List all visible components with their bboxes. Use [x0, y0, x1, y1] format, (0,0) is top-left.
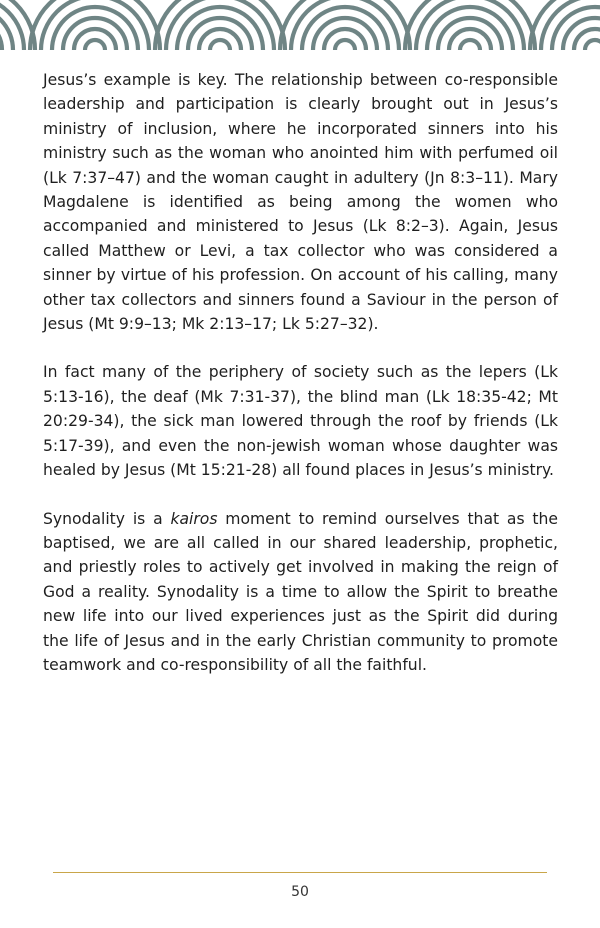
arc-pattern-graphic	[0, 0, 600, 50]
page-body	[43, 68, 558, 701]
synodality-text-end: moment to remind ourselves that as the baptised, we are all called in our shared leadership, prophetic, and priestly roles to actively get involved in making the reign of God a reality. Synodality is a time to allow the Spirit to breathe new life into our lived experiences just as the Spirit did during the life of Jesus and in the early Christian community to promote teamwork and co-responsibility of all the faithful.	[43, 509, 558, 674]
arc-ring	[210, 40, 230, 50]
paragraph-jesus-example: Jesus’s example is key. The relationship between co-responsible leadership and participation is clearly brought out in Jesus’s ministry of inclusion, where he incorporated sinners into his ministry such as the woman who anointed him with perfumed oil (Lk 7:37–47) and the woman caught in adultery (Jn 8:3–11). Mary Magdalene is identified as being among the women who accompanied and ministered to Jesus (Lk 8:2–3). Again, Jesus called Matthew or Levi, a tax collector who was considered a sinner by virtue of his profession. On account of his calling, many other tax collectors and sinners found a Saviour in the person of Jesus (Mt 9:9–13; Mk 2:13–17; Lk 5:27–32).	[43, 71, 558, 334]
arc-ring	[460, 40, 480, 50]
arc-ring	[585, 40, 600, 50]
arc-ring	[85, 40, 105, 50]
arc-ring	[335, 40, 355, 50]
kairos-emphasis: kairos	[170, 509, 218, 528]
footer-divider	[53, 872, 547, 873]
paragraph-periphery: In fact many of the periphery of society such as the lepers (Lk 5:13-16), the deaf (Mk 7:31-37), the blind man (Lk 18:35-42; Mt 20:29-34), the sick man lowered through the roof by friends (Lk 5:17-39), and even the non-jewish woman whose daughter was healed by Jesus (Mt 15:21-28) all found places in Jesus’s ministry.	[43, 363, 558, 480]
header-decoration	[0, 0, 600, 50]
paragraph-synodality	[43, 507, 558, 678]
synodality-text-start: Synodality is a	[43, 509, 171, 528]
page-number: 50	[291, 884, 309, 900]
